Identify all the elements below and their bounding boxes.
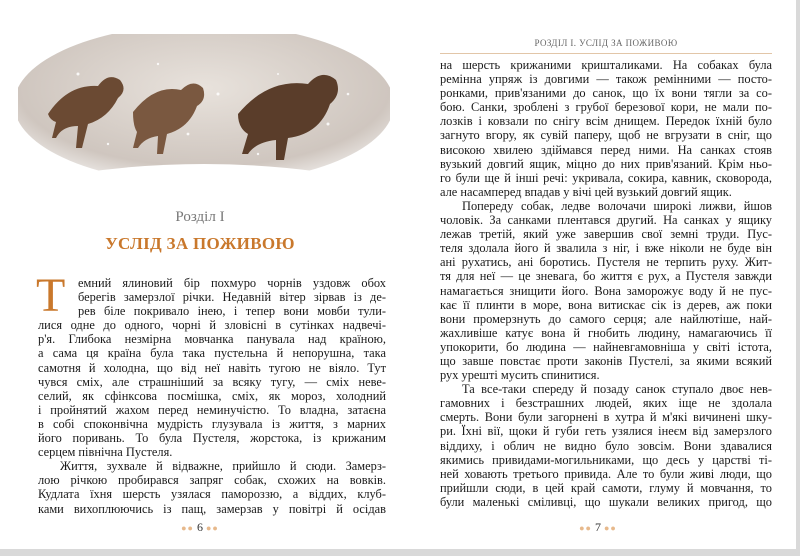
text-line: го були ще й інші речі: укривала, сокира, кавник, сковорода,	[440, 170, 772, 185]
text-line: ней ховають третього привида. Але то були живі люди, що	[440, 466, 772, 481]
text-line: упокорити, бо людина — найневгамовніша у світі істота,	[440, 339, 772, 354]
text-line: Та все-таки спереду й позаду санок ступало двоє нев-	[462, 382, 772, 397]
right-page-body	[440, 58, 772, 509]
text-line: якимись привидами-могильниками, що десь у царстві ті-	[440, 452, 772, 467]
ornament-icon: ●●	[181, 523, 194, 533]
text-line: на шерсть крижаними кришталиками. На собаках була	[440, 58, 772, 72]
chapter-label: Розділ І	[175, 209, 225, 225]
text-line: рев біле покривало інею, і тепер вони мовби тули-	[78, 304, 386, 319]
text-line: ками вихоплюючись із пащ, замерзав у повітрі й осідав	[38, 501, 386, 516]
text-line: в собі споконвічна мудрість глузувала із життя, з марних	[38, 416, 386, 431]
ornament-icon: ●●	[604, 523, 617, 533]
text-line: але насамперед впадав у вічі цей вузький довгий ящик.	[440, 184, 732, 199]
text-line: самотня й холодна, що від неї навіть тугою не віяло. Тут	[38, 360, 386, 375]
text-line: рух урешті мусить спинитися.	[440, 368, 600, 383]
text-line: емний ялиновий бір похмуро чорнів уздовж обох	[78, 276, 386, 290]
text-line: прийшли сюди, в цей край самоти, глуму й мовчання, то	[440, 480, 772, 495]
drop-cap: Т	[36, 269, 66, 322]
running-head: РОЗДІЛ І. УСЛІД ЗА ПОЖИВОЮ	[534, 38, 678, 48]
text-line: берегів замерзлої річки. Недавній вітер зірвав із де-	[78, 290, 386, 305]
left-page-body	[36, 269, 386, 516]
right-page	[400, 0, 796, 549]
text-line: що завше повстає проти законів Пустелі, за якими всякий	[440, 353, 772, 368]
text-line: його поривань. То була Пустеля, жорстока, із крижаним	[38, 431, 386, 446]
text-line: лою річкою пробирався запряг собак, схожих на вовків.	[38, 473, 386, 488]
text-line: бою. Санки, зроблені з грубої березової кори, не мали по-	[440, 100, 772, 115]
ornament-icon: ●●	[579, 523, 592, 533]
left-page	[0, 0, 400, 549]
chapter-title: УСЛІД ЗА ПОЖИВОЮ	[105, 234, 295, 253]
text-line: тя для неї — це зневага, бо життя є рух, а Пустеля завжди	[440, 269, 772, 284]
text-line: і пройнятий жахом перед неминучістю. То владна, затаєна	[38, 402, 386, 417]
text-line: намагається знищити його. Вона заморожує воду й не пус-	[440, 283, 772, 298]
text-line: кає її плинти в море, вона витискає сік із дерев, аж поки	[440, 297, 772, 312]
text-line: смерть. Вони були загорнені в хутра й м'які вичинені шку-	[440, 410, 772, 425]
text-line: ри. Їхні вії, щоки й губи геть узялися інеєм від замерзлого	[440, 424, 772, 439]
text-line: вузький довгий ящик, міцно до них прив'язаний. Крім ньо-	[440, 156, 772, 171]
text-line: а сама ця країна була така пустельна й непорушна, така	[38, 346, 386, 361]
text-line: були маленькі сміливці, що шукали великих пригод, що	[440, 494, 772, 509]
text-line: ронками, прив'язаними до санок, що їх вони тягли за со-	[440, 86, 772, 101]
text-line: р'я. Глибока незмірна мовчанка панувала над країною,	[38, 332, 386, 347]
text-line: лозків і ковзали по снігу всім днищем. Передок їхній було	[440, 114, 772, 129]
page-number-right: ●● 7 ●●	[579, 520, 617, 534]
text-line: чувся сміх, але страшніший за всяку тугу, — сміх неве-	[38, 374, 386, 389]
text-line: високою хвилею здіймався перед ними. На санках стояв	[440, 142, 772, 157]
text-line: серцем північна Пустеля.	[38, 445, 173, 460]
text-line: Життя, зухвале й відважне, прийшло й сюди. Замерз-	[60, 459, 386, 474]
text-line: Кудлата їхня шерсть узялася памороззю, а віддих, клуб-	[38, 487, 386, 502]
page-number-left: ●● 6 ●●	[181, 520, 219, 534]
text-line: ані рухатись, ані боротись. Пустеля не терпить руху. Жит-	[440, 255, 772, 270]
text-line: загнуто вгору, як сувій паперу, щоб не вгрузати в сніг, що	[440, 128, 772, 143]
text-line: лежав третій, який уже завершив свої земні труди. Пус-	[440, 227, 772, 242]
text-line: віддиху, і облич не видно було зовсім. Вони здавалися	[440, 438, 772, 453]
ornament-icon: ●●	[206, 523, 219, 533]
text-line: чоловік. За санками плентався другий. На санках у ящику	[440, 213, 772, 228]
text-line: лися одне до одного, чорні й зловісні в сутінках надвечі-	[38, 318, 386, 333]
text-line: жахливіше катує вона й гнобить людину, намагаючись її	[440, 325, 772, 340]
text-line: гамовних і безстрашних людей, яких іще не здолала	[440, 396, 772, 411]
text-line: селий, як сфінксова посмішка, сміх, як мороз, холодний	[38, 388, 386, 403]
header-rule	[440, 53, 772, 54]
text-line: Попереду собак, ледве волочачи широкі лижви, йшов	[462, 198, 772, 213]
text-line: ремінна упряж із довгими — також ремінними — посто-	[440, 72, 772, 87]
text-line: вони промерзнуть до самого серця; але найлютіше, най-	[440, 311, 772, 326]
text-line: теля здолала його й звалила з ніг, і вже ніколи не буде він	[440, 241, 772, 256]
wolves-in-snow-illustration	[18, 34, 390, 194]
